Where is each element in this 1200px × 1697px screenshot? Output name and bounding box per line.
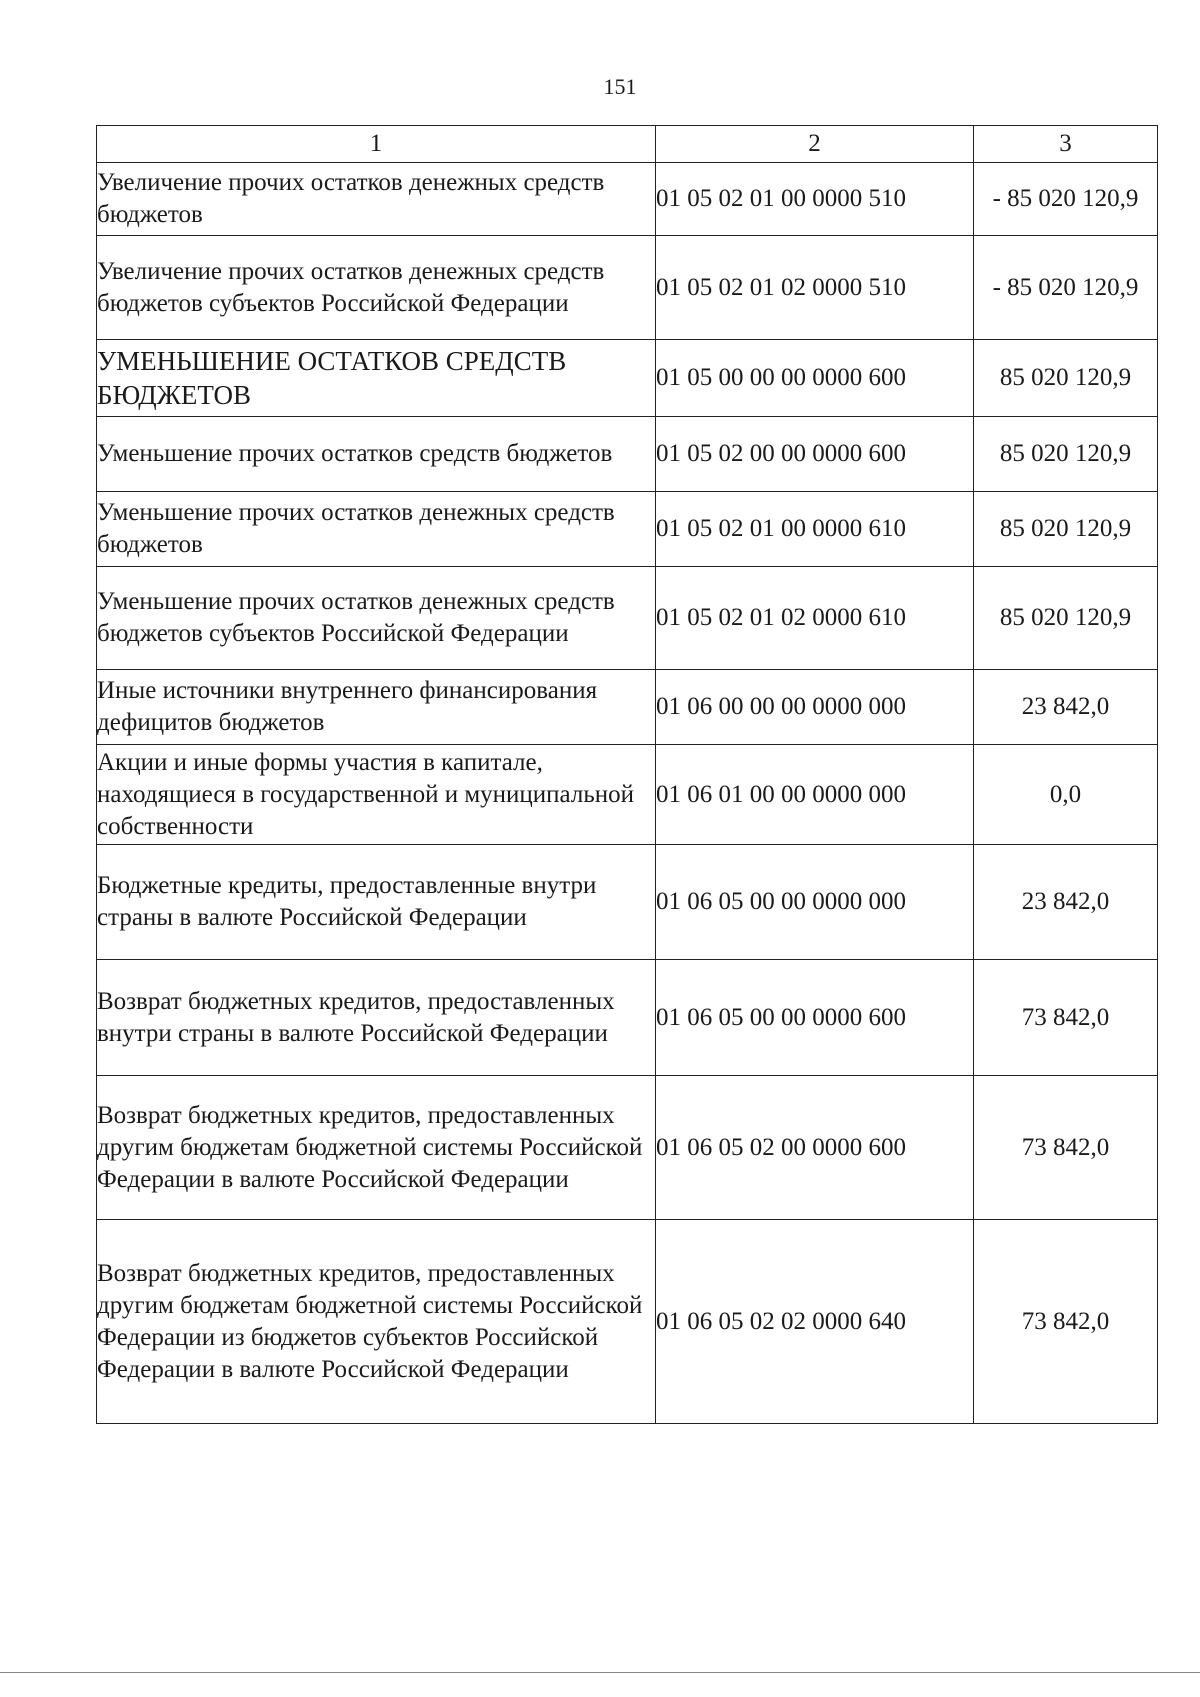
table-row [97,492,1158,567]
budget-sources-table [96,125,1158,1424]
table-row [97,745,1158,845]
column-header-name: 1 [97,126,656,163]
table-row [97,163,1158,236]
row-name: Иные источники внутреннего финансирования дефицитов бюджетов [97,670,656,745]
row-amount: 73 842,0 [974,960,1158,1076]
bottom-divider [0,1672,1200,1673]
page-number: 151 [603,74,637,99]
table-row [97,340,1158,417]
row-name: Увеличение прочих остатков денежных средств бюджетов [97,163,656,236]
row-amount: 0,0 [974,745,1158,845]
table-row [97,1076,1158,1220]
row-name: Возврат бюджетных кредитов, предоставленных другим бюджетам бюджетной системы Российской Федерации из бюджетов субъектов Российской Федерации в валюте Российской Федерации [97,1220,656,1424]
row-amount: 73 842,0 [974,1076,1158,1220]
row-amount: 73 842,0 [974,1220,1158,1424]
row-amount: 23 842,0 [974,845,1158,960]
row-amount: 85 020 120,9 [974,417,1158,492]
row-code: 01 06 00 00 00 0000 000 [656,670,974,745]
row-code: 01 06 05 00 00 0000 600 [656,960,974,1076]
table-row [97,417,1158,492]
row-code: 01 05 02 00 00 0000 600 [656,417,974,492]
row-name: Увеличение прочих остатков денежных средств бюджетов субъектов Российской Федерации [97,236,656,340]
row-name: Уменьшение прочих остатков денежных средств бюджетов субъектов Российской Федерации [97,567,656,670]
row-name: Уменьшение прочих остатков денежных средств бюджетов [97,492,656,567]
row-amount: 85 020 120,9 [974,492,1158,567]
column-header-amount: 3 [974,126,1158,163]
row-code: 01 05 02 01 02 0000 610 [656,567,974,670]
table-row [97,960,1158,1076]
row-code: 01 05 02 01 00 0000 610 [656,492,974,567]
table-header-row [97,126,1158,163]
row-code: 01 05 00 00 00 0000 600 [656,340,974,417]
row-code: 01 06 01 00 00 0000 000 [656,745,974,845]
row-name: Возврат бюджетных кредитов, предоставленных другим бюджетам бюджетной системы Российской Федерации в валюте Российской Федерации [97,1076,656,1220]
row-code: 01 06 05 00 00 0000 000 [656,845,974,960]
column-header-code: 2 [656,126,974,163]
table-row [97,670,1158,745]
row-name: УМЕНЬШЕНИЕ ОСТАТКОВ СРЕДСТВ БЮДЖЕТОВ [97,340,656,417]
row-amount: - 85 020 120,9 [974,236,1158,340]
row-code: 01 06 05 02 02 0000 640 [656,1220,974,1424]
row-name: Возврат бюджетных кредитов, предоставленных внутри страны в валюте Российской Федерации [97,960,656,1076]
table-row [97,567,1158,670]
row-amount: 85 020 120,9 [974,340,1158,417]
row-name: Уменьшение прочих остатков средств бюджетов [97,417,656,492]
row-amount: 23 842,0 [974,670,1158,745]
table-row [97,236,1158,340]
row-code: 01 05 02 01 02 0000 510 [656,236,974,340]
row-name: Бюджетные кредиты, предоставленные внутри страны в валюте Российской Федерации [97,845,656,960]
row-code: 01 05 02 01 00 0000 510 [656,163,974,236]
row-name: Акции и иные формы участия в капитале, находящиеся в государственной и муниципальной собственности [97,745,656,845]
row-amount: 85 020 120,9 [974,567,1158,670]
table-row [97,845,1158,960]
table-row [97,1220,1158,1424]
row-code: 01 06 05 02 00 0000 600 [656,1076,974,1220]
row-amount: - 85 020 120,9 [974,163,1158,236]
